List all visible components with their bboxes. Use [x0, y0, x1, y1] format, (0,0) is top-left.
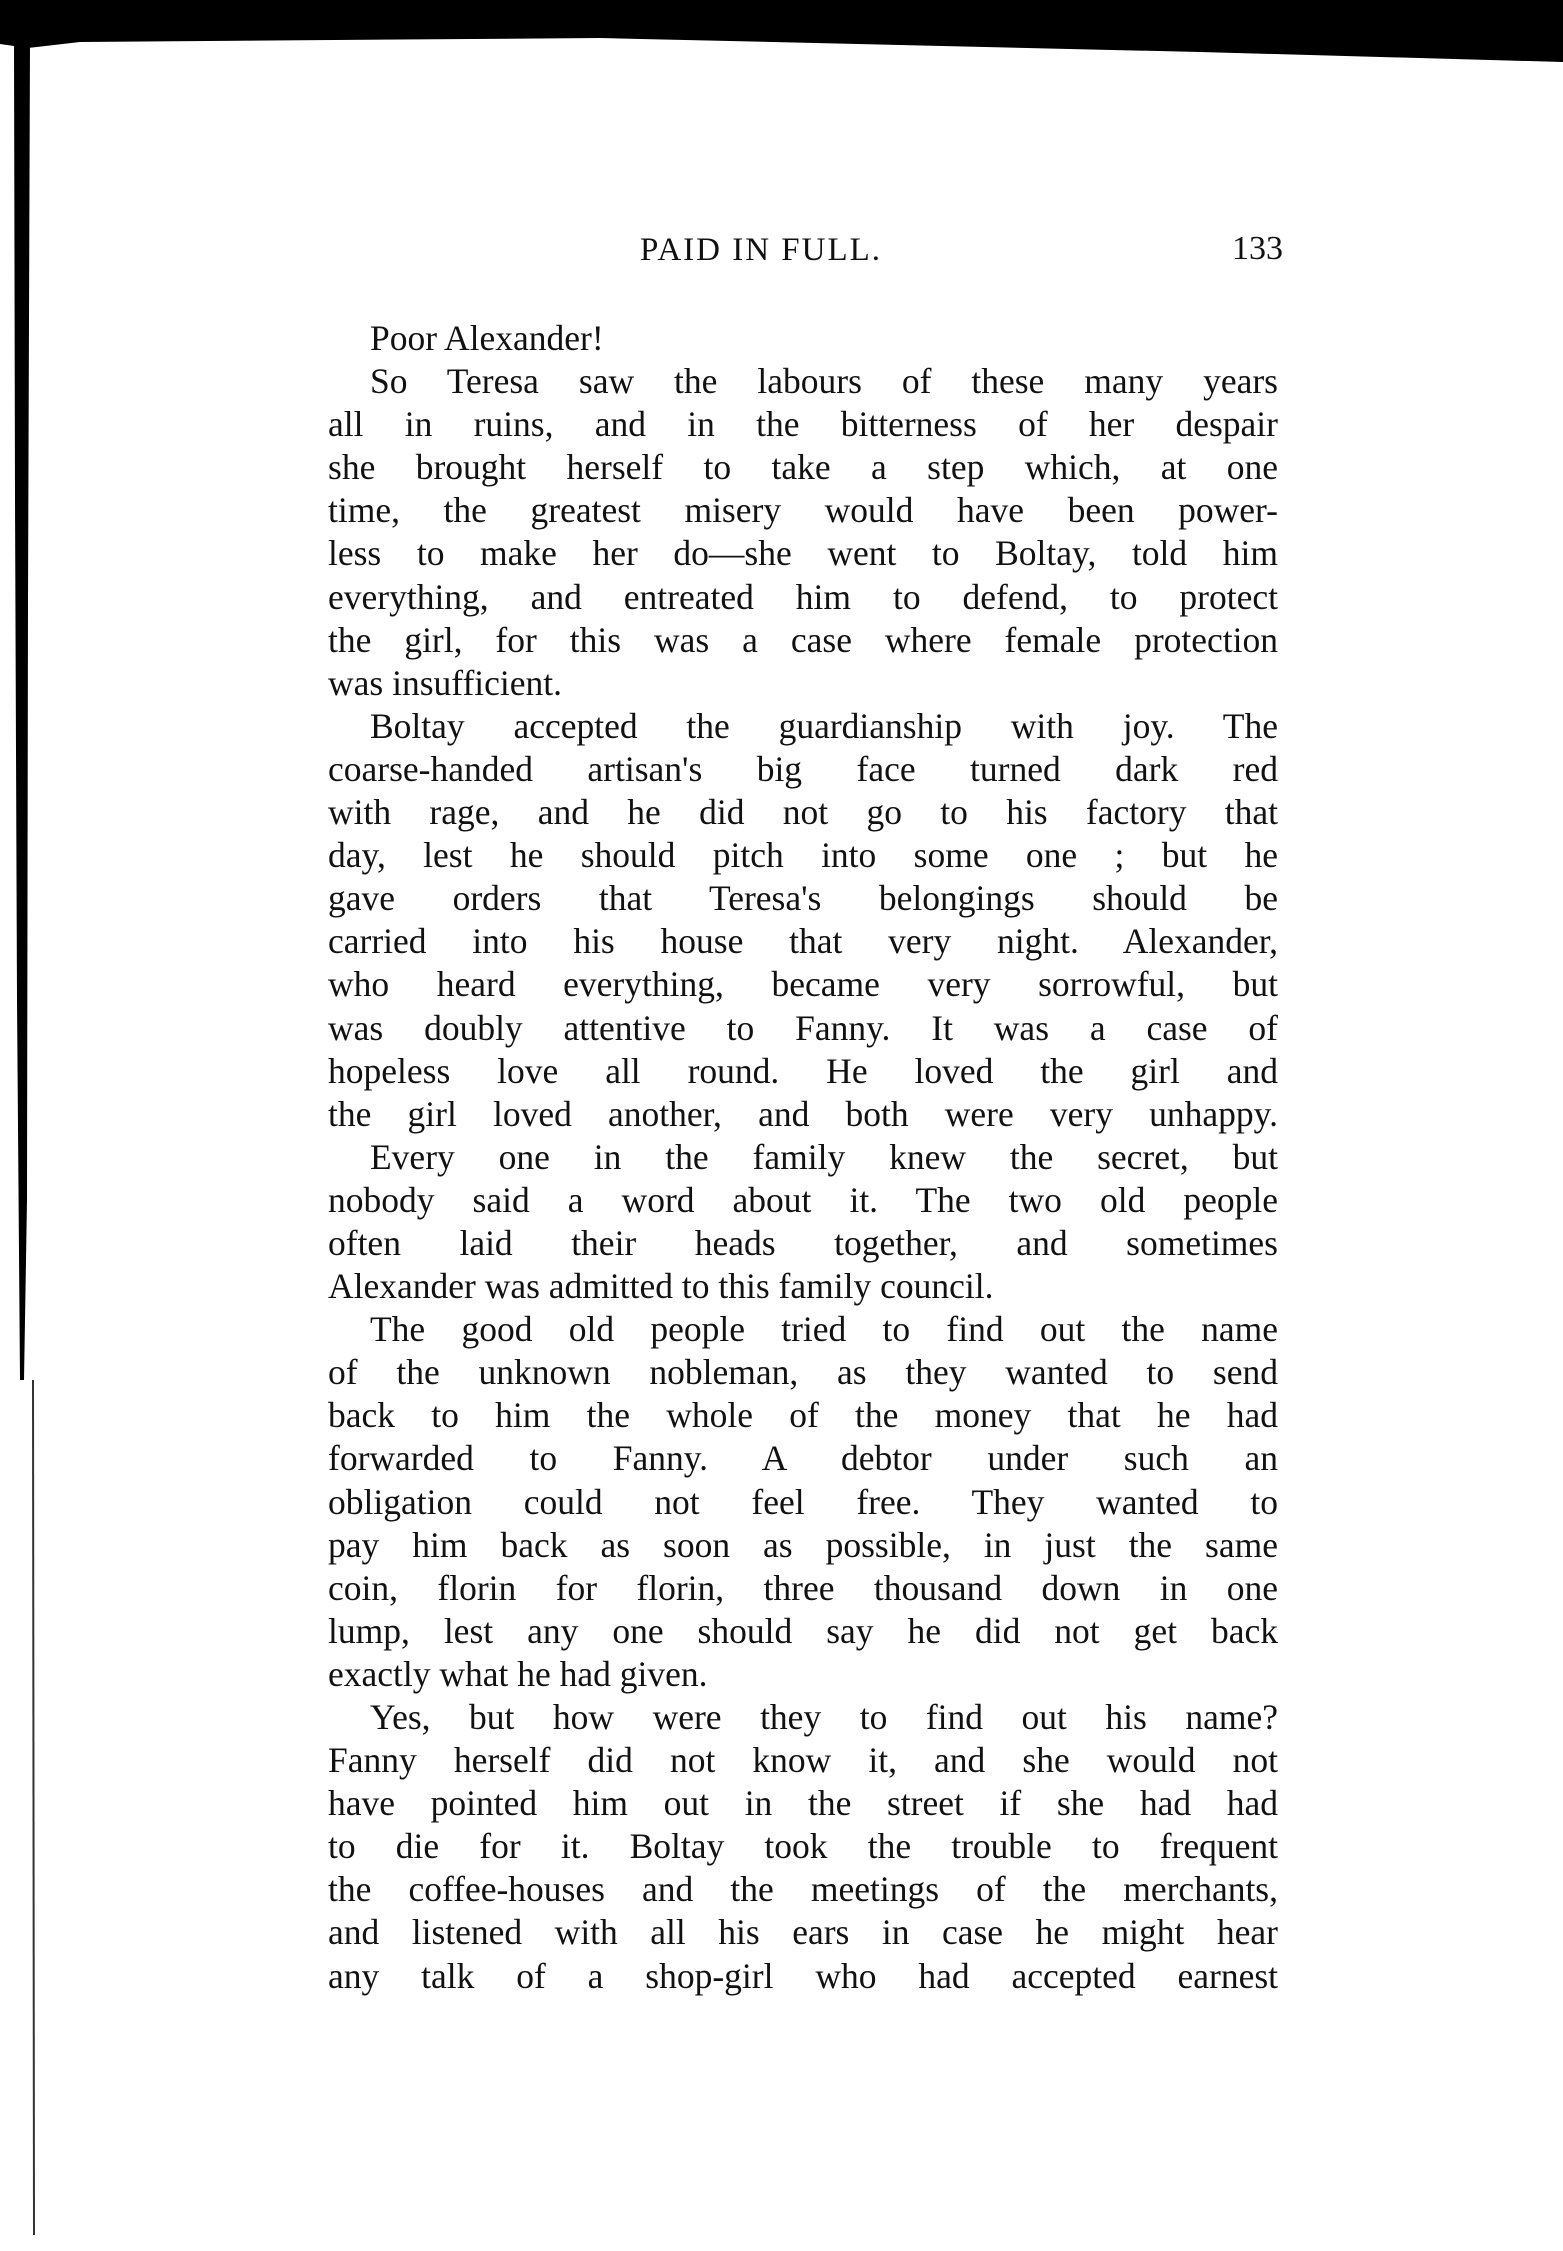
text-line: day, lest he should pitch into some one ; but he	[328, 835, 1278, 876]
text-line: was doubly attentive to Fanny. It was a case of	[328, 1007, 1278, 1048]
text-line: to die for it. Boltay took the trouble to frequent	[328, 1826, 1278, 1867]
text-line: everything, and entreated him to defend, to protect	[328, 576, 1278, 617]
text-line: often laid their heads together, and sometimes	[328, 1222, 1278, 1263]
text-line: nobody said a word about it. The two old people	[328, 1179, 1278, 1220]
text-line: gave orders that Teresa's belongings should be	[328, 878, 1278, 919]
text-line: all in ruins, and in the bitterness of her despair	[328, 404, 1278, 445]
text-line: pay him back as soon as possible, in just the same	[328, 1524, 1278, 1565]
body-text	[328, 317, 1278, 1998]
text-line: who heard everything, became very sorrowful, but	[328, 964, 1278, 1005]
text-line: The good old people tried to find out the name	[370, 1309, 1278, 1350]
text-line: back to him the whole of the money that he had	[328, 1395, 1278, 1436]
text-line: Alexander was admitted to this family council.	[328, 1266, 994, 1307]
text-line: lump, lest any one should say he did not get back	[328, 1610, 1278, 1651]
text-line: the girl loved another, and both were very unhappy.	[328, 1093, 1278, 1134]
text-line: she brought herself to take a step which, at one	[328, 447, 1278, 488]
page-number: 133	[1232, 230, 1283, 267]
text-line: the girl, for this was a case where female protection	[328, 619, 1278, 660]
text-line: coarse-handed artisan's big face turned dark red	[328, 748, 1278, 789]
running-head-title: PAID IN FULL.	[640, 232, 883, 268]
text-line: Every one in the family knew the secret, but	[370, 1136, 1278, 1177]
text-line: Boltay accepted the guardianship with joy. The	[370, 705, 1278, 746]
text-line: with rage, and he did not go to his factory that	[328, 792, 1278, 833]
text-line: of the unknown nobleman, as they wanted to send	[328, 1352, 1278, 1393]
left-page-edge-line	[33, 1380, 34, 2235]
text-line: Fanny herself did not know it, and she would not	[328, 1740, 1278, 1781]
text-line: time, the greatest misery would have been power-	[328, 490, 1278, 531]
text-line: hopeless love all round. He loved the girl and	[328, 1050, 1278, 1091]
text-line: Poor Alexander!	[370, 318, 604, 358]
text-line: less to make her do—she went to Boltay, told him	[328, 533, 1278, 574]
text-line: forwarded to Fanny. A debtor under such an	[328, 1438, 1278, 1479]
text-line: Yes, but how were they to find out his name?	[370, 1697, 1278, 1737]
text-line: the coffee-houses and the meetings of the merchants,	[328, 1869, 1278, 1910]
text-line: So Teresa saw the labours of these many years	[370, 361, 1278, 402]
left-black-border	[14, 40, 30, 1380]
text-line: have pointed him out in the street if she had had	[328, 1783, 1278, 1824]
text-line: exactly what he had given.	[328, 1653, 708, 1694]
text-line: coin, florin for florin, three thousand down in one	[328, 1567, 1278, 1608]
text-line: carried into his house that very night. Alexander,	[328, 921, 1278, 962]
text-line: obligation could not feel free. They wanted to	[328, 1481, 1278, 1522]
text-line: any talk of a shop-girl who had accepted earnest	[328, 1955, 1278, 1996]
text-line: was insufficient.	[328, 662, 562, 703]
top-black-border	[0, 0, 1563, 62]
text-line: and listened with all his ears in case he might hear	[328, 1912, 1278, 1953]
